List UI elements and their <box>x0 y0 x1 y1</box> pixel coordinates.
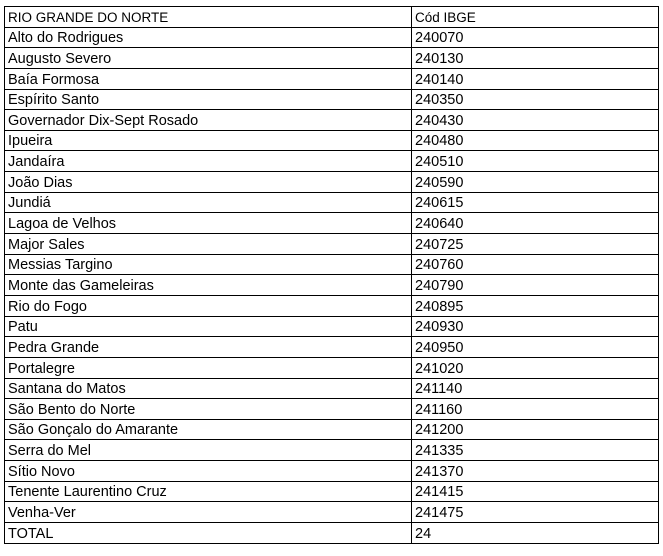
ibge-code-cell[interactable]: 241160 <box>412 399 659 420</box>
table-row <box>5 481 659 502</box>
municipality-name-cell[interactable]: Alto do Rodrigues <box>5 27 412 48</box>
municipality-name-cell[interactable]: João Dias <box>5 172 412 193</box>
ibge-code-cell[interactable]: 240895 <box>412 295 659 316</box>
ibge-code-cell[interactable]: 241020 <box>412 357 659 378</box>
municipality-name-cell[interactable]: Augusto Severo <box>5 48 412 69</box>
table-row <box>5 27 659 48</box>
ibge-code-cell[interactable]: 240350 <box>412 89 659 110</box>
municipality-name-cell[interactable]: Sítio Novo <box>5 461 412 482</box>
municipality-name-cell[interactable]: São Gonçalo do Amarante <box>5 419 412 440</box>
ibge-code-cell[interactable]: 241335 <box>412 440 659 461</box>
table-row <box>5 89 659 110</box>
total-row <box>5 523 659 544</box>
header-cell-state[interactable]: RIO GRANDE DO NORTE <box>5 7 412 28</box>
ibge-code-cell[interactable]: 240140 <box>412 68 659 89</box>
municipality-name-cell[interactable]: Major Sales <box>5 234 412 255</box>
municipality-name-cell[interactable]: Pedra Grande <box>5 337 412 358</box>
table-row <box>5 502 659 523</box>
table-row <box>5 213 659 234</box>
table-row <box>5 254 659 275</box>
table-row <box>5 357 659 378</box>
total-label-cell[interactable]: TOTAL <box>5 523 412 544</box>
table-row <box>5 440 659 461</box>
header-cell-ibge-code[interactable]: Cód IBGE <box>412 7 659 28</box>
municipality-name-cell[interactable]: Venha-Ver <box>5 502 412 523</box>
table-row <box>5 110 659 131</box>
ibge-code-cell[interactable]: 240640 <box>412 213 659 234</box>
ibge-code-cell[interactable]: 241140 <box>412 378 659 399</box>
table-row <box>5 48 659 69</box>
municipality-name-cell[interactable]: Governador Dix-Sept Rosado <box>5 110 412 131</box>
municipality-name-cell[interactable]: Jandaíra <box>5 151 412 172</box>
table-row <box>5 68 659 89</box>
ibge-code-cell[interactable]: 240790 <box>412 275 659 296</box>
ibge-code-cell[interactable]: 241415 <box>412 481 659 502</box>
municipality-name-cell[interactable]: Ipueira <box>5 130 412 151</box>
table-row <box>5 172 659 193</box>
municipality-name-cell[interactable]: Baía Formosa <box>5 68 412 89</box>
table-row <box>5 130 659 151</box>
header-row <box>5 7 659 28</box>
ibge-code-cell[interactable]: 241200 <box>412 419 659 440</box>
table-row <box>5 461 659 482</box>
municipality-name-cell[interactable]: São Bento do Norte <box>5 399 412 420</box>
ibge-code-cell[interactable]: 240760 <box>412 254 659 275</box>
ibge-code-cell[interactable]: 240725 <box>412 234 659 255</box>
municipality-name-cell[interactable]: Santana do Matos <box>5 378 412 399</box>
ibge-code-cell[interactable]: 240930 <box>412 316 659 337</box>
total-count-cell[interactable]: 24 <box>412 523 659 544</box>
spreadsheet-area <box>4 6 659 544</box>
municipality-name-cell[interactable]: Messias Targino <box>5 254 412 275</box>
table-row <box>5 337 659 358</box>
ibge-code-cell[interactable]: 240615 <box>412 192 659 213</box>
municipality-name-cell[interactable]: Monte das Gameleiras <box>5 275 412 296</box>
ibge-code-cell[interactable]: 241370 <box>412 461 659 482</box>
table-row <box>5 295 659 316</box>
municipality-name-cell[interactable]: Lagoa de Velhos <box>5 213 412 234</box>
table-row <box>5 151 659 172</box>
table-row <box>5 234 659 255</box>
municipality-name-cell[interactable]: Rio do Fogo <box>5 295 412 316</box>
municipality-table <box>4 6 659 544</box>
municipality-name-cell[interactable]: Patu <box>5 316 412 337</box>
municipality-name-cell[interactable]: Portalegre <box>5 357 412 378</box>
table-row <box>5 378 659 399</box>
table-row <box>5 419 659 440</box>
ibge-code-cell[interactable]: 240070 <box>412 27 659 48</box>
municipality-name-cell[interactable]: Espírito Santo <box>5 89 412 110</box>
ibge-code-cell[interactable]: 241475 <box>412 502 659 523</box>
municipality-name-cell[interactable]: Tenente Laurentino Cruz <box>5 481 412 502</box>
ibge-code-cell[interactable]: 240510 <box>412 151 659 172</box>
ibge-code-cell[interactable]: 240430 <box>412 110 659 131</box>
municipality-name-cell[interactable]: Serra do Mel <box>5 440 412 461</box>
ibge-code-cell[interactable]: 240590 <box>412 172 659 193</box>
ibge-code-cell[interactable]: 240480 <box>412 130 659 151</box>
table-row <box>5 275 659 296</box>
table-row <box>5 316 659 337</box>
ibge-code-cell[interactable]: 240950 <box>412 337 659 358</box>
table-row <box>5 399 659 420</box>
table-row <box>5 192 659 213</box>
ibge-code-cell[interactable]: 240130 <box>412 48 659 69</box>
municipality-name-cell[interactable]: Jundiá <box>5 192 412 213</box>
